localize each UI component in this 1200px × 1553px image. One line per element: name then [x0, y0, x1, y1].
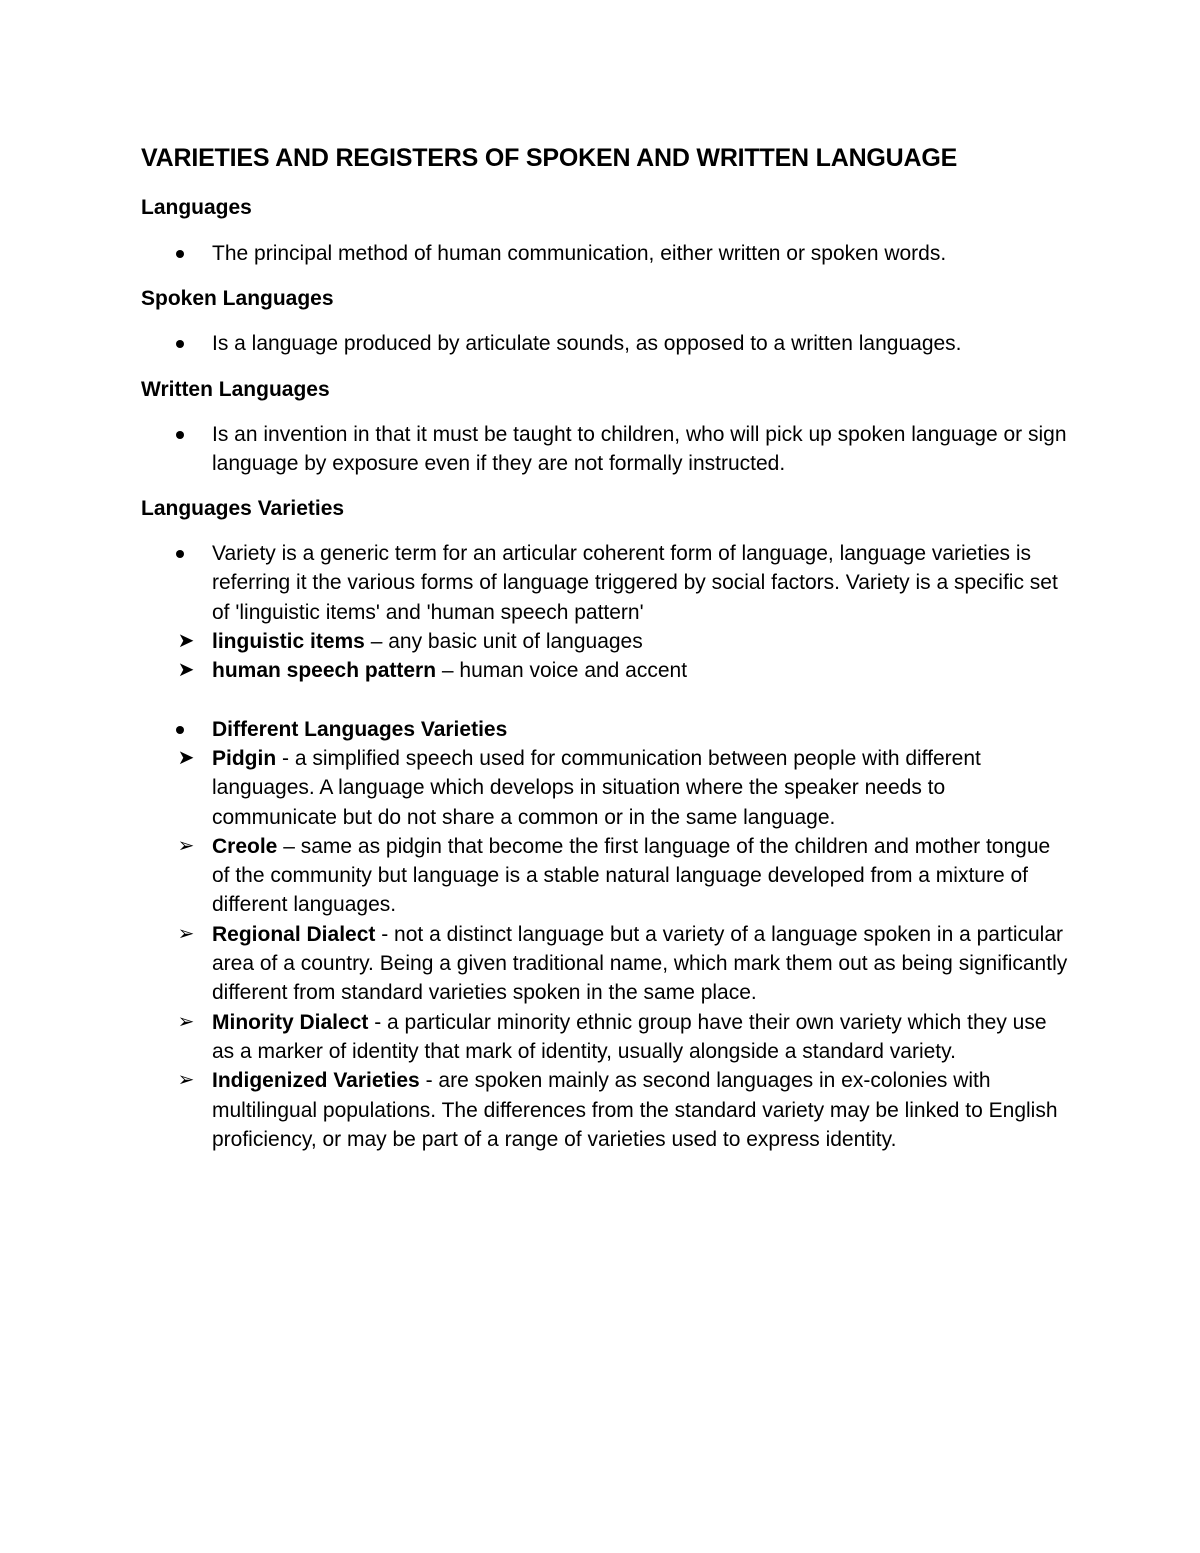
bullet-icon [176, 340, 184, 348]
term-description: – human voice and accent [436, 659, 688, 683]
term-description: – same as pidgin that become the first language of the children and mother tongue of the community but language is a stable natural language developed from a mixture of different languages. [212, 834, 1051, 917]
arrow-bullet-icon: ➢ [177, 922, 195, 945]
document-title: VARIETIES AND REGISTERS OF SPOKEN AND WRITTEN LANGUAGE [141, 144, 958, 172]
sub-list-item [141, 744, 1071, 832]
sub-list-item [141, 656, 1071, 685]
document-content [141, 141, 1071, 1154]
sub-list-item [141, 832, 1071, 920]
arrow-bullet-icon: ➤ [177, 746, 195, 769]
term: Creole [212, 834, 278, 858]
bullet-text: Is an invention in that it must be taught to children, who will pick up spoken language or sign language by exposure even if they are not formally instructed. [212, 422, 1067, 475]
term: Regional Dialect [212, 922, 376, 946]
term-description: - a particular minority ethnic group have their own variety which they use as a marker of identity that mark of identity, usually alongside a standard variety. [212, 1010, 1047, 1063]
heading-spoken-languages: Spoken Languages [141, 287, 334, 311]
term-description: – any basic unit of languages [364, 630, 643, 654]
bullet-icon [176, 250, 184, 258]
list-item [141, 329, 1071, 358]
list-different-varieties [141, 715, 1071, 744]
arrow-bullet-icon: ➢ [177, 834, 195, 857]
arrow-bullet-icon: ➢ [177, 1010, 195, 1033]
list-spoken [141, 329, 1071, 358]
arrow-bullet-icon: ➤ [177, 659, 195, 682]
bullet-text: Variety is a generic term for an articular coherent form of language, language varieties is referring it the various forms of language triggered by social factors. Variety is a specific set of 'linguistic items' and 'human speech pattern' [212, 542, 1058, 624]
term: human speech pattern [212, 659, 437, 683]
arrow-bullet-icon: ➤ [177, 630, 195, 653]
term: linguistic items [212, 630, 365, 654]
bullet-text: Is a language produced by articulate sounds, as opposed to a written languages. [212, 332, 962, 356]
term-description: - not a distinct language but a variety of a language spoken in a particular area of a country. Being a given traditional name, which mark them out as being significantly different from standard varieties spoken in the same place. [212, 922, 1068, 1005]
sub-list-item [141, 1066, 1071, 1154]
term-description: - a simplified speech used for communication between people with different languages. A language which develops in situation where the speaker needs to communicate but do not share a common or in the same language. [212, 746, 981, 829]
bullet-heading: Different Languages Varieties [212, 717, 508, 741]
heading-languages-varieties: Languages Varieties [141, 497, 345, 521]
term: Minority Dialect [212, 1010, 369, 1034]
heading-languages: Languages [141, 196, 252, 219]
list-languages [141, 239, 1071, 268]
term: Indigenized Varieties [212, 1069, 420, 1093]
list-item [141, 239, 1071, 268]
list-item [141, 539, 1071, 627]
sublist-different-varieties [141, 744, 1071, 1154]
list-item [141, 715, 1071, 744]
sub-list-item [141, 920, 1071, 1008]
bullet-icon [176, 431, 184, 439]
heading-written-languages: Written Languages [141, 377, 330, 401]
list-item [141, 420, 1071, 479]
sub-list-item [141, 627, 1071, 656]
term-description: - are spoken mainly as second languages in ex-colonies with multilingual populations. The differences from the standard variety may be linked to English proficiency, or may be part of a range of varieties used to express identity. [212, 1069, 1058, 1151]
bullet-text: The principal method of human communication, either written or spoken words. [212, 242, 947, 265]
arrow-bullet-icon: ➢ [177, 1069, 195, 1092]
sub-list-item [141, 1008, 1071, 1067]
bullet-icon [176, 726, 184, 734]
term: Pidgin [212, 746, 277, 770]
sublist-variety-items [141, 627, 1071, 686]
bullet-icon [176, 550, 184, 558]
list-varieties [141, 539, 1071, 627]
list-written [141, 420, 1071, 479]
